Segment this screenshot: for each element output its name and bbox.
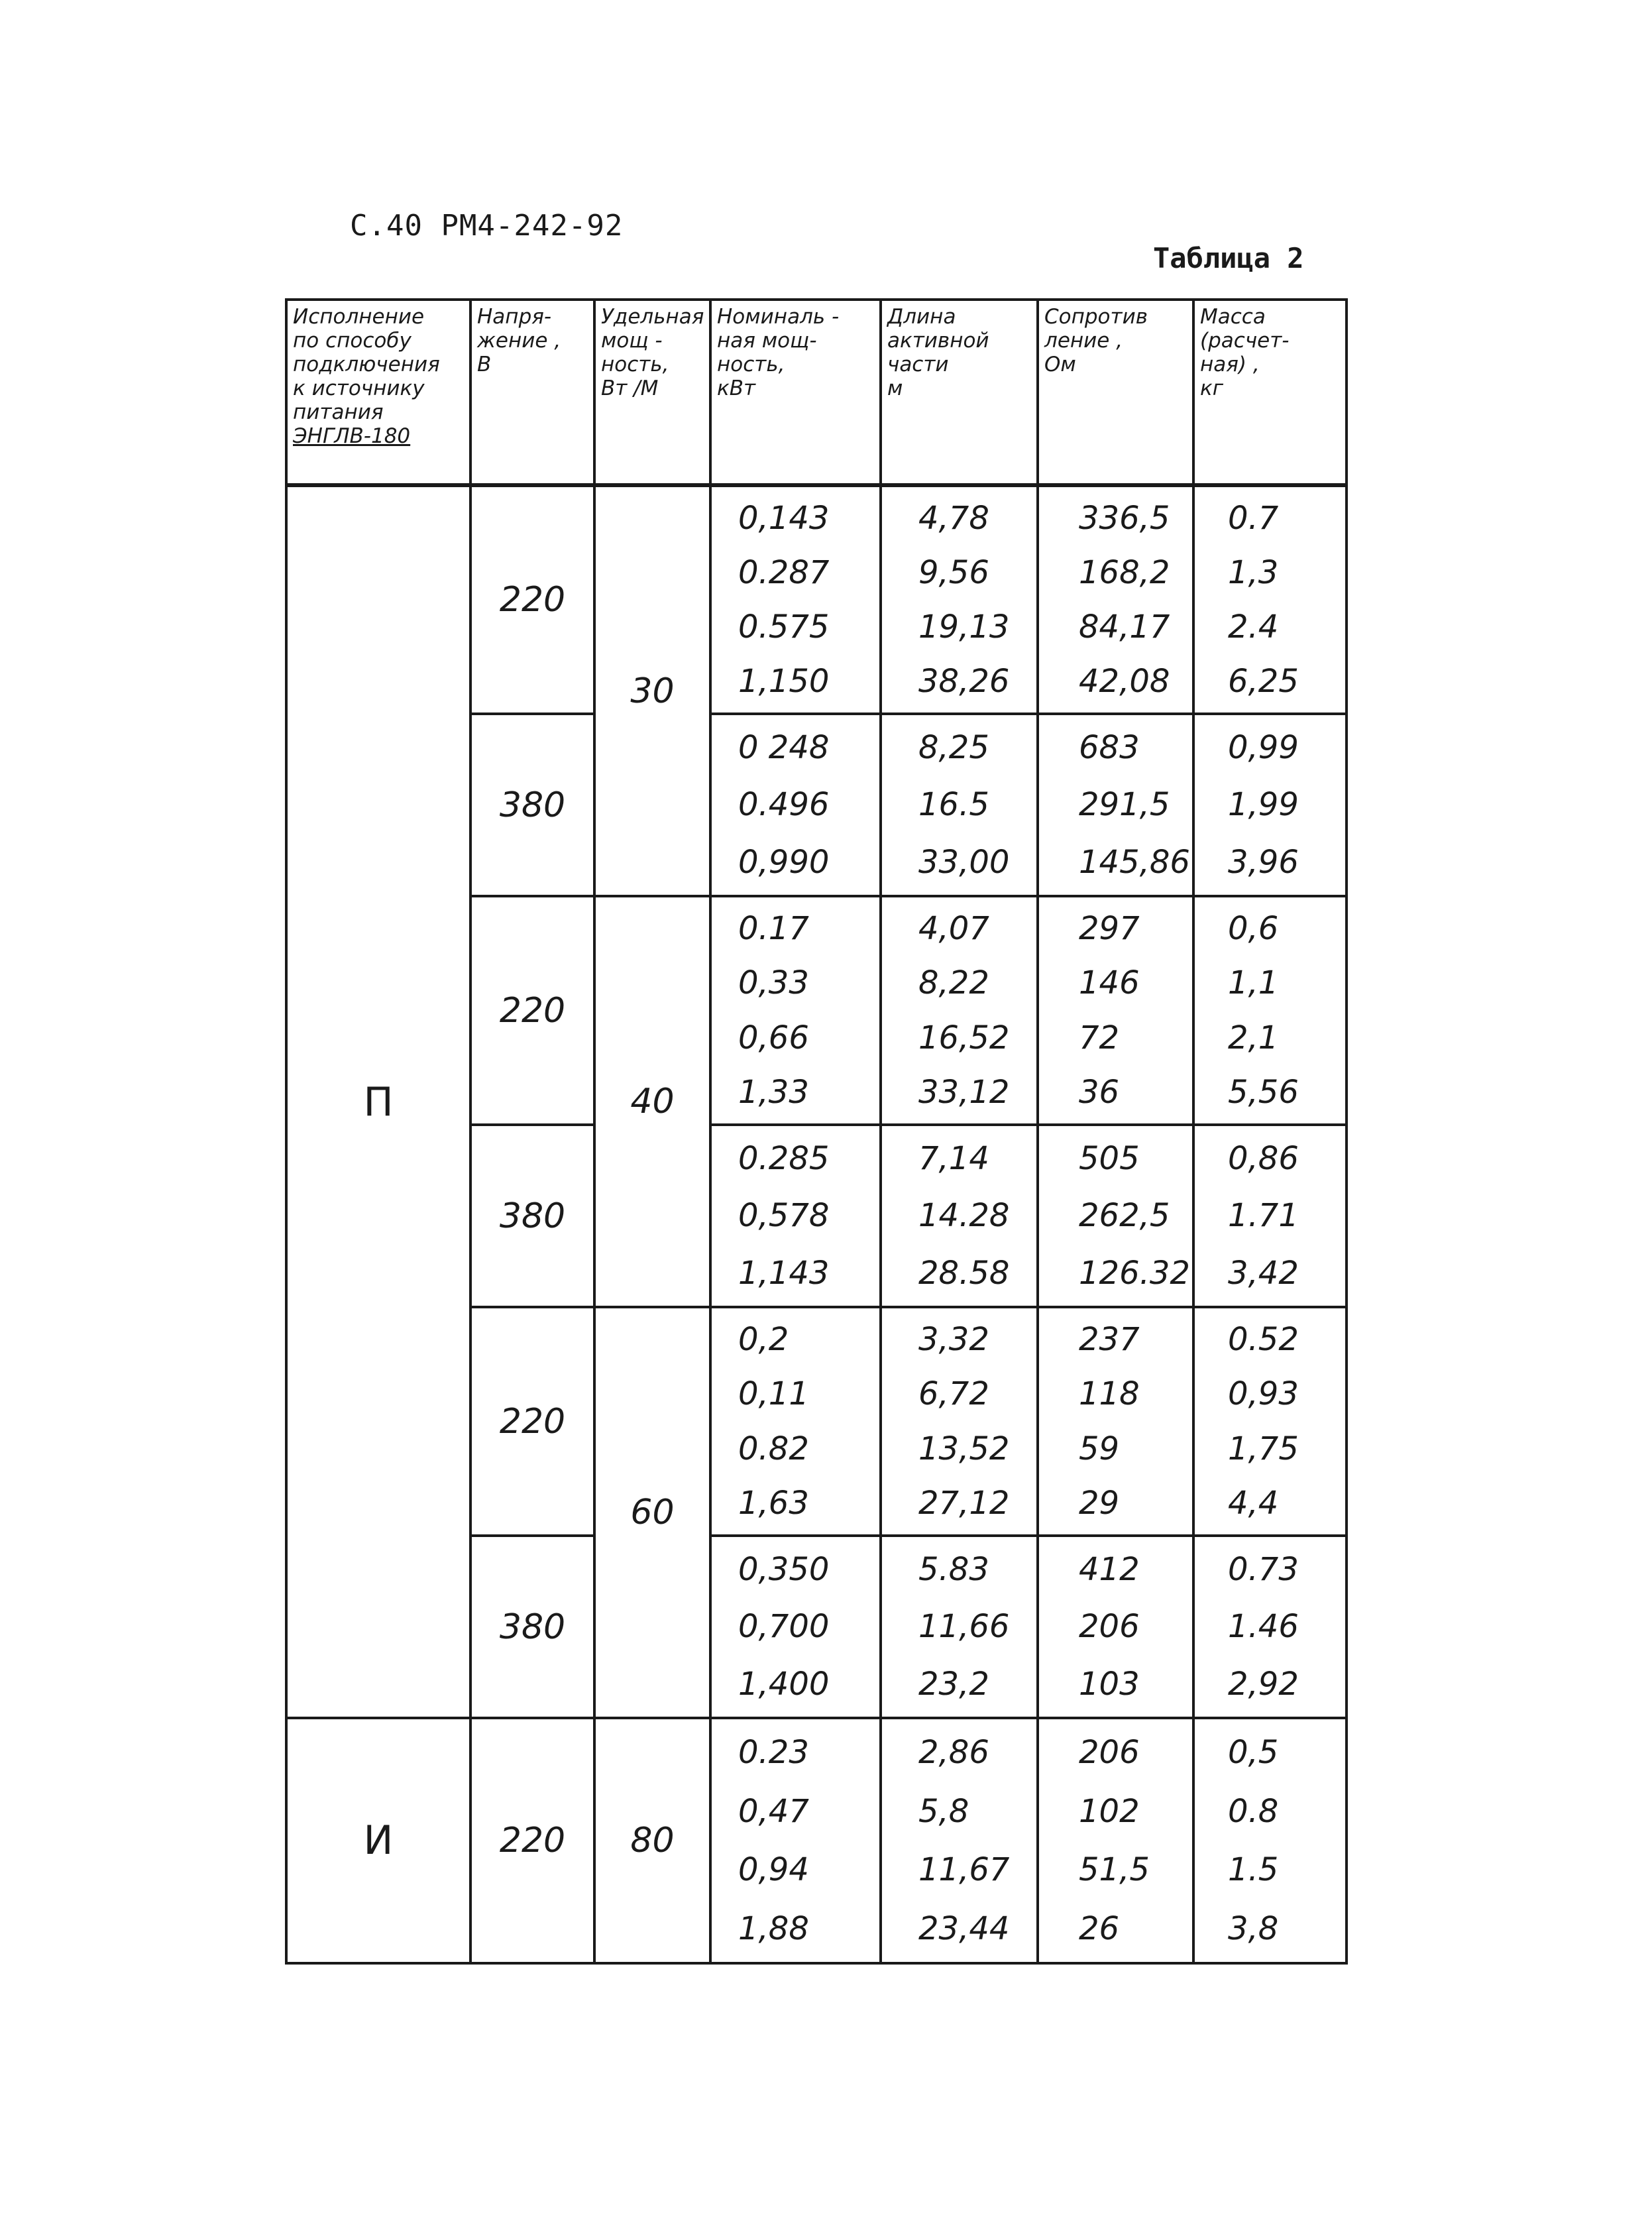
nominal-power-value: 0,350: [738, 1551, 830, 1589]
estimated-mass-value: 1,99: [1228, 786, 1299, 824]
table-row: [286, 485, 1347, 714]
estimated-mass-value: 5,56: [1228, 1073, 1299, 1111]
estimated-mass-value: 3,8: [1228, 1910, 1279, 1947]
nominal-power-value: 1,88: [738, 1910, 809, 1947]
resistance-value: 59: [1079, 1430, 1120, 1467]
resistance-value: 291,5: [1079, 786, 1170, 824]
active-length-cell: [881, 1125, 1038, 1307]
active-length-value: 14.28: [918, 1197, 1010, 1235]
active-length-cell: [881, 1307, 1038, 1536]
data-table: [285, 298, 1348, 1965]
active-length-value: 6,72: [918, 1375, 989, 1413]
voltage-cell: 220: [470, 1307, 594, 1536]
resistance-value: 26: [1079, 1910, 1120, 1947]
header-length: Длина активной части м: [881, 300, 1038, 485]
resistance-value: 145,86: [1079, 843, 1190, 881]
nominal-power-cell: [710, 1307, 881, 1536]
resistance-value: 206: [1079, 1608, 1140, 1646]
nominal-power-value: 1,150: [738, 663, 830, 700]
nominal-power-value: 0.287: [738, 554, 830, 591]
nominal-power-value: 0.82: [738, 1430, 809, 1467]
header-specific-power: Удельная мощ - ность, Вт /М: [594, 300, 710, 485]
resistance-value: 103: [1079, 1665, 1140, 1703]
active-length-value: 19,13: [918, 608, 1010, 646]
estimated-mass-value: 0,6: [1228, 910, 1279, 948]
header-voltage: Напря- жение , В: [470, 300, 594, 485]
active-length-value: 33,00: [918, 843, 1010, 881]
nominal-power-value: 1,33: [738, 1073, 809, 1111]
resistance-value: 42,08: [1079, 663, 1170, 700]
nominal-power-value: 0,66: [738, 1019, 809, 1056]
voltage-cell: 380: [470, 1125, 594, 1307]
nominal-power-value: 0,143: [738, 500, 830, 537]
estimated-mass-value: 2.4: [1228, 608, 1279, 646]
nominal-power-cell: [710, 485, 881, 714]
specific-power-cell: 30: [594, 485, 710, 896]
nominal-power-value: 0.17: [738, 910, 809, 948]
active-length-value: 33,12: [918, 1073, 1010, 1111]
nominal-power-value: 0,33: [738, 964, 809, 1002]
active-length-value: 5.83: [918, 1551, 989, 1589]
estimated-mass-value: 3,42: [1228, 1254, 1299, 1292]
estimated-mass-cell: [1193, 485, 1347, 714]
nominal-power-value: 1,400: [738, 1665, 830, 1703]
estimated-mass-value: 0,5: [1228, 1734, 1279, 1772]
header-nominal-power: Номиналь - ная мощ- ность, кВт: [710, 300, 881, 485]
voltage-cell: 220: [470, 896, 594, 1125]
estimated-mass-value: 0,86: [1228, 1140, 1299, 1178]
resistance-cell: [1038, 714, 1193, 896]
specific-power-cell: 80: [594, 1718, 710, 1963]
resistance-cell: [1038, 1536, 1193, 1718]
active-length-cell: [881, 896, 1038, 1125]
estimated-mass-cell: [1193, 896, 1347, 1125]
estimated-mass-value: 2,92: [1228, 1665, 1299, 1703]
resistance-value: 51,5: [1079, 1851, 1150, 1889]
estimated-mass-value: 1.71: [1228, 1197, 1299, 1235]
active-length-value: 23,44: [918, 1910, 1010, 1947]
resistance-value: 683: [1079, 729, 1140, 767]
active-length-value: 2,86: [918, 1734, 989, 1772]
nominal-power-cell: [710, 1125, 881, 1307]
active-length-value: 27,12: [918, 1484, 1010, 1522]
resistance-cell: [1038, 1125, 1193, 1307]
estimated-mass-value: 0,99: [1228, 729, 1299, 767]
mode-cell: П: [286, 485, 470, 1718]
active-length-cell: [881, 485, 1038, 714]
estimated-mass-cell: [1193, 714, 1347, 896]
active-length-value: 28.58: [918, 1254, 1010, 1292]
resistance-value: 126.32: [1079, 1254, 1190, 1292]
header-mode: Исполнение по способу подключения к источнику питания ЭНГЛВ-180: [286, 300, 470, 485]
nominal-power-cell: [710, 1718, 881, 1963]
nominal-power-value: 0.575: [738, 608, 830, 646]
resistance-cell: [1038, 1718, 1193, 1963]
estimated-mass-cell: [1193, 1307, 1347, 1536]
nominal-power-value: 0 248: [738, 729, 830, 767]
active-length-cell: [881, 714, 1038, 896]
estimated-mass-value: 1.5: [1228, 1851, 1279, 1889]
resistance-value: 206: [1079, 1734, 1140, 1772]
nominal-power-value: 1,143: [738, 1254, 830, 1292]
mode-cell: И: [286, 1718, 470, 1963]
estimated-mass-value: 0.7: [1228, 500, 1279, 537]
active-length-value: 5,8: [918, 1792, 969, 1830]
resistance-cell: [1038, 1307, 1193, 1536]
nominal-power-value: 0,990: [738, 843, 830, 881]
voltage-cell: 380: [470, 714, 594, 896]
resistance-value: 36: [1079, 1073, 1120, 1111]
estimated-mass-value: 0.8: [1228, 1792, 1279, 1830]
voltage-cell: 220: [470, 485, 594, 714]
nominal-power-cell: [710, 1536, 881, 1718]
resistance-value: 336,5: [1079, 500, 1170, 537]
resistance-cell: [1038, 485, 1193, 714]
active-length-value: 8,22: [918, 964, 989, 1002]
resistance-value: 412: [1079, 1551, 1140, 1589]
active-length-value: 38,26: [918, 663, 1010, 700]
voltage-cell: 380: [470, 1536, 594, 1718]
active-length-value: 3,32: [918, 1321, 989, 1359]
nominal-power-value: 0,578: [738, 1197, 830, 1235]
nominal-power-value: 0.285: [738, 1140, 830, 1178]
header-row: [286, 300, 1347, 485]
active-length-value: 23,2: [918, 1665, 989, 1703]
resistance-value: 146: [1079, 964, 1140, 1002]
resistance-value: 262,5: [1079, 1197, 1170, 1235]
estimated-mass-value: 4,4: [1228, 1484, 1279, 1522]
header-mass: Масса (расчет- ная) , кг: [1193, 300, 1347, 485]
estimated-mass-value: 1.46: [1228, 1608, 1299, 1646]
nominal-power-cell: [710, 714, 881, 896]
active-length-value: 7,14: [918, 1140, 989, 1178]
resistance-value: 29: [1079, 1484, 1120, 1522]
resistance-value: 72: [1079, 1019, 1120, 1056]
voltage-cell: 220: [470, 1718, 594, 1963]
estimated-mass-value: 1,75: [1228, 1430, 1299, 1467]
nominal-power-value: 0,700: [738, 1608, 830, 1646]
active-length-cell: [881, 1536, 1038, 1718]
active-length-cell: [881, 1718, 1038, 1963]
nominal-power-value: 0,2: [738, 1321, 789, 1359]
nominal-power-value: 0.496: [738, 786, 830, 824]
estimated-mass-cell: [1193, 1125, 1347, 1307]
resistance-value: 237: [1079, 1321, 1140, 1359]
active-length-value: 16.5: [918, 786, 989, 824]
specific-power-cell: 60: [594, 1307, 710, 1718]
nominal-power-value: 0,94: [738, 1851, 809, 1889]
nominal-power-value: 1,63: [738, 1484, 809, 1522]
specific-power-cell: 40: [594, 896, 710, 1307]
header-resistance: Сопротив ление , Ом: [1038, 300, 1193, 485]
estimated-mass-value: 6,25: [1228, 663, 1299, 700]
active-length-value: 11,67: [918, 1851, 1010, 1889]
estimated-mass-value: 2,1: [1228, 1019, 1279, 1056]
resistance-cell: [1038, 896, 1193, 1125]
estimated-mass-value: 0.73: [1228, 1551, 1299, 1589]
nominal-power-value: 0,11: [738, 1375, 809, 1413]
estimated-mass-value: 0.52: [1228, 1321, 1299, 1359]
resistance-value: 505: [1079, 1140, 1140, 1178]
active-length-value: 4,07: [918, 910, 989, 948]
estimated-mass-value: 0,93: [1228, 1375, 1299, 1413]
estimated-mass-value: 1,3: [1228, 554, 1279, 591]
estimated-mass-cell: [1193, 1536, 1347, 1718]
estimated-mass-value: 1,1: [1228, 964, 1279, 1002]
active-length-value: 13,52: [918, 1430, 1010, 1467]
estimated-mass-value: 3,96: [1228, 843, 1299, 881]
estimated-mass-cell: [1193, 1718, 1347, 1963]
page-code: С.40 РМ4-242-92: [350, 209, 624, 243]
nominal-power-value: 0,47: [738, 1792, 809, 1830]
active-length-value: 8,25: [918, 729, 989, 767]
resistance-value: 168,2: [1079, 554, 1170, 591]
active-length-value: 9,56: [918, 554, 989, 591]
resistance-value: 118: [1079, 1375, 1140, 1413]
active-length-value: 11,66: [918, 1608, 1010, 1646]
resistance-value: 102: [1079, 1792, 1140, 1830]
nominal-power-value: 0.23: [738, 1734, 809, 1772]
resistance-value: 297: [1079, 910, 1140, 948]
table-row: [286, 1718, 1347, 1963]
active-length-value: 4,78: [918, 500, 989, 537]
active-length-value: 16,52: [918, 1019, 1010, 1056]
table-label: Таблица 2: [1153, 242, 1304, 274]
resistance-value: 84,17: [1079, 608, 1170, 646]
nominal-power-cell: [710, 896, 881, 1125]
